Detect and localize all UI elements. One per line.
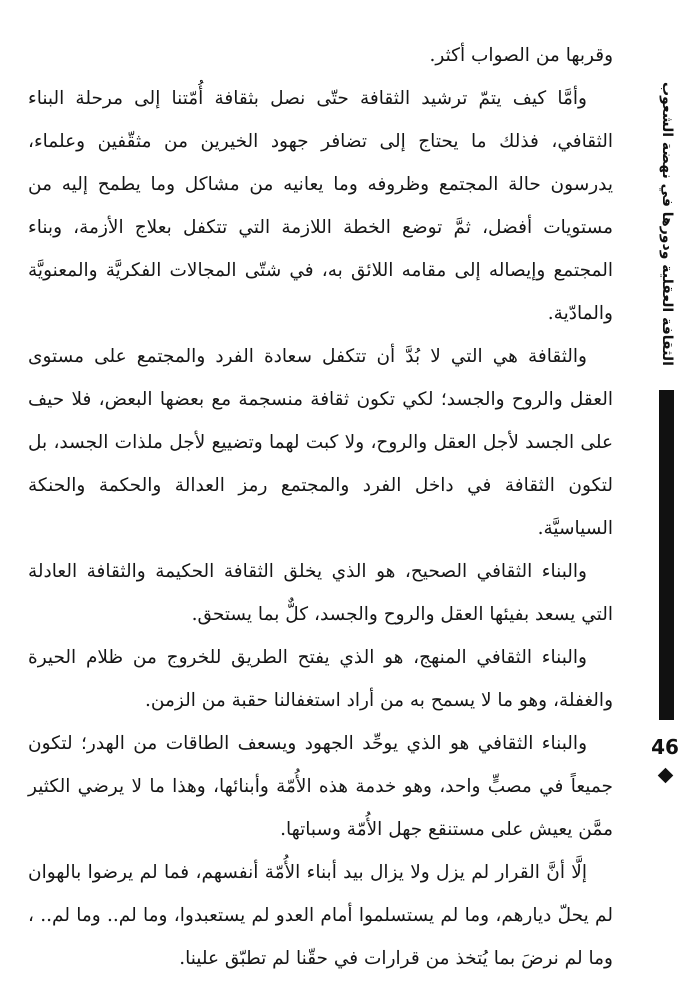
paragraph-3: والثقافة هي التي لا بُدَّ أن تتكفل سعادة الفرد والمجتمع على مستوى العقل والروح والجسد؛ لكي تكون ثقافة منسجمة مع بعضها البعض، فلا حيف على الجسد لأجل العقل والروح، ولا كبت لهما وتضييع لأجل ملذات الجسد، بل لتكون الثقافة في داخل الفرد والمجتمع رمز العدالة والحكمة والحنكة السياسيَّة. <box>28 346 613 539</box>
running-header-title: الثقافة العقلية ودورها في نهضة الشعوب <box>659 82 675 366</box>
sidebar-decorative-bar <box>659 390 674 720</box>
paragraph-1: وقربها من الصواب أكثر. <box>429 45 613 66</box>
paragraph-4: والبناء الثقافي الصحيح، هو الذي يخلق الثقافة الحكيمة والثقافة العادلة التي يسعد بفيئها العقل والروح والجسد، كلٌّ بما يستحق. <box>28 561 613 625</box>
paragraph-7: إلَّا أنَّ القرار لم يزل ولا يزال بيد أبناء الأُمّة أنفسهم، فما لم يرضوا بالهوان لم يحلّ ديارهم، وما لم يستسلموا أمام العدو لم يستعبدوا، وما لم.. وما لم.. ، وما لم نرضَ بما يُتخذ من قرارات في حقّنا لم تطبّق علينا. <box>28 862 613 969</box>
paragraph-5: والبناء الثقافي المنهج، هو الذي يفتح الطريق للخروج من ظلام الحيرة والغفلة، وهو ما لا يسمح به من أراد استغفالنا حقبة من الزمن. <box>28 647 613 711</box>
page-number: 46 <box>651 735 679 759</box>
paragraph-2: وأمَّا كيف يتمّ ترشيد الثقافة حتّى نصل بثقافة أُمّتنا إلى مرحلة البناء الثقافي، فذلك ما يحتاج إلى تضافر جهود الخيرين من مثقّفين وعلماء، يدرسون حالة المجتمع وظروفه وما يعانيه من مشاكل وما يطمح إليه من مستويات أفضل، ثمَّ توضع الخطة اللازمة التي تتكفل بعلاج الأزمة، وبناء المجتمع وإيصاله إلى مقامه اللائق به، في شتّى المجالات الفكريَّة والمعنويَّة والمادّية. <box>28 88 613 324</box>
body-text <box>28 34 613 980</box>
paragraph-6: والبناء الثقافي هو الذي يوحِّد الجهود ويسعف الطاقات من الهدر؛ لتكون جميعاً في مصبٍّ واحد، وهو خدمة هذه الأُمّة وأبنائها، وهذا ما لا يرضي الكثير ممَّن يعيش على مستنقع جهل الأُمّة وسباتها. <box>28 733 613 840</box>
diamond-icon <box>658 768 674 784</box>
